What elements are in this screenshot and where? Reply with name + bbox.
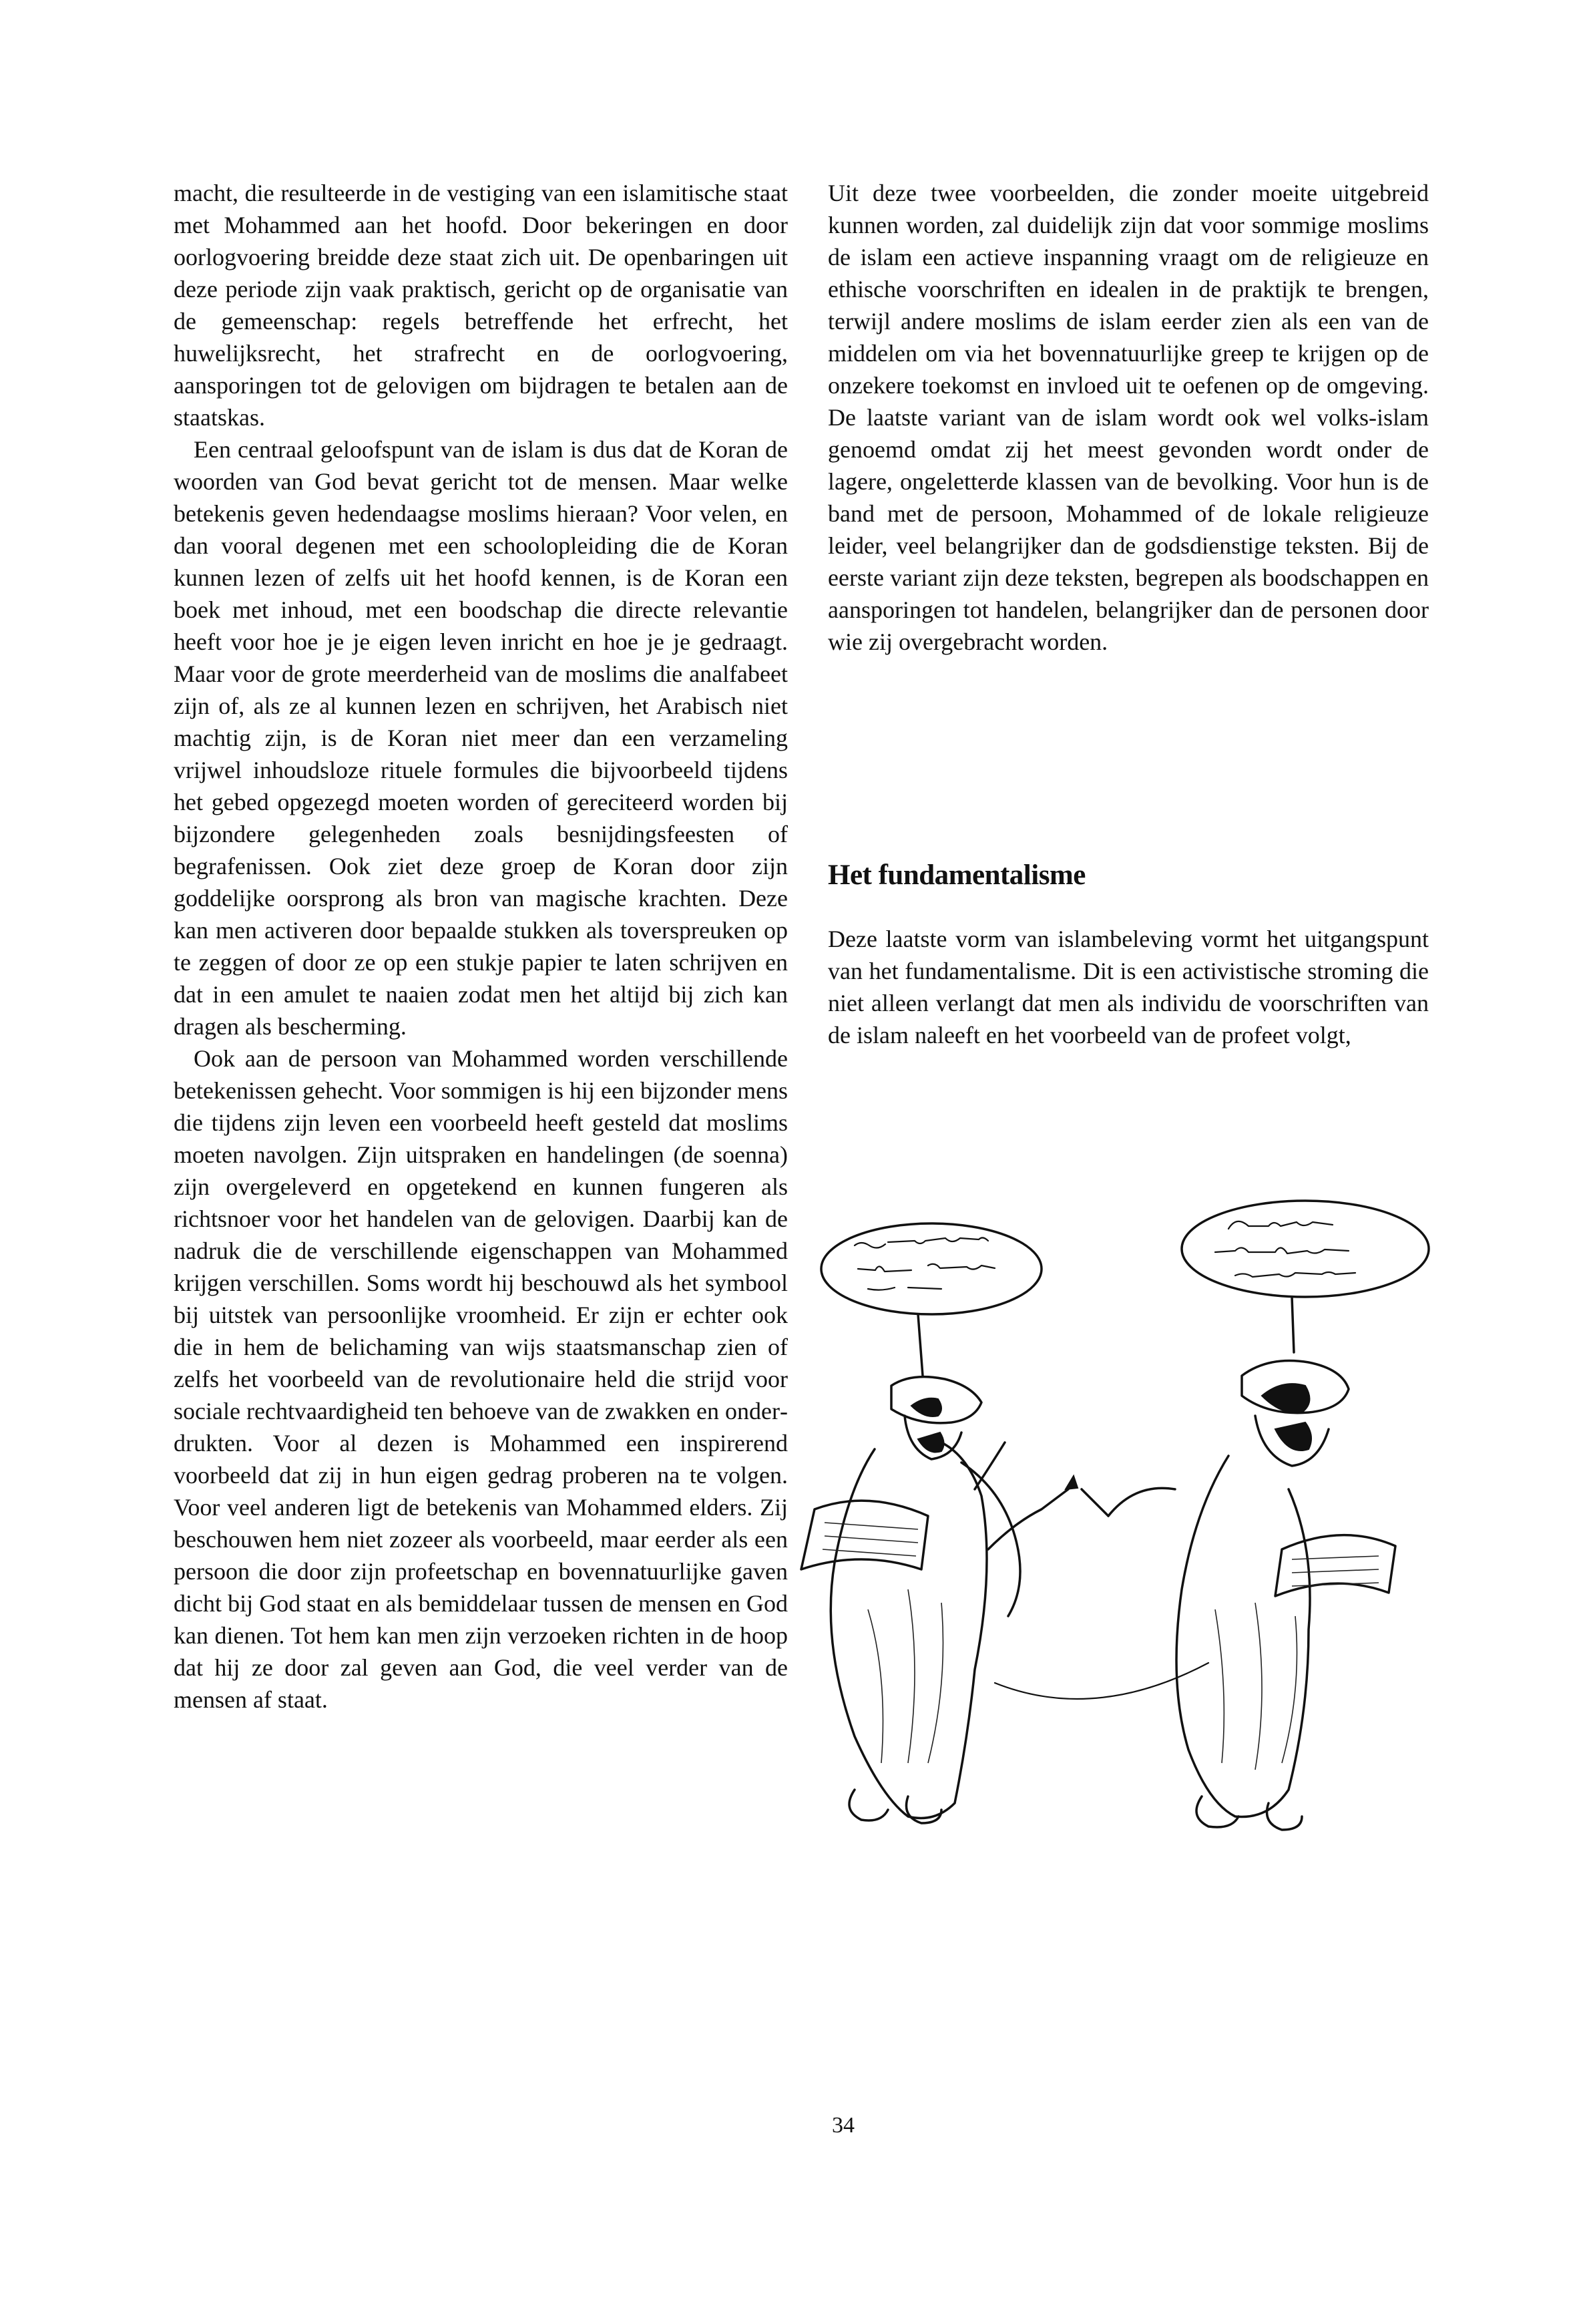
paragraph: macht, die resulteerde in de vestiging van een islamitische staat met Mohammed aan het hoofd. Door bekeringen en door oorlogvoering breidde deze staat zich uit. De openbaringen uit deze periode zijn vaak praktisch, gericht op de organisatie van de gemeenschap: regels betreffende het erfrecht, het huwelijksrecht, het strafrecht en de oorlogvoering, aansporingen tot de gelovigen om bijdragen te betalen aan de staatskas. — [174, 180, 788, 431]
speech-bubble-left — [821, 1223, 1042, 1376]
cartoon-illustration — [774, 1175, 1496, 1897]
paragraph: Deze laatste vorm van islambeleving vormt het uitgangspunt van het fundamentalisme. Dit is een activistische stroming die niet alleen verlangt dat men als individu de voorschriften van de islam naleeft en het voorbeeld van de profeet volgt, — [828, 926, 1429, 1048]
section-heading: Het fundamentalisme — [828, 859, 1086, 891]
right-text-column-top — [828, 177, 1429, 658]
speech-bubble-right — [1182, 1201, 1429, 1352]
paragraph: Uit deze twee voorbeelden, die zonder moeite uitgebreid kunnen worden, zal duidelijk zijn dat voor sommige moslims de islam een actieve inspanning vraagt om de religieuze en ethische voorschriften en idealen in de praktijk te brengen, terwijl andere moslims de islam eerder zien als een van de middelen om via het bovennatuurlijke greep te krijgen op de onzekere toekomst en invloed uit te oefenen op de omgeving. De laatste variant van de islam wordt ook wel volks-islam genoemd omdat zij het meest gevonden wordt onder de lagere, ongeletterde klassen van de bevolking. Voor hun is de band met de persoon, Mohammed of de lokale religieuze leider, veel belangrijker dan de godsdienstige teksten. Bij de eerste variant zijn deze teksten, begrepen als boodschappen en aansporingen tot handelen, belangrijker dan de personen door wie zij overgebracht worden. — [828, 180, 1429, 655]
right-text-column-bottom — [828, 923, 1429, 1051]
page-number: 34 — [832, 2113, 855, 2138]
figure-left — [801, 1377, 1078, 1823]
figure-right — [1082, 1361, 1395, 1830]
paragraph: Een centraal geloofspunt van de islam is dus dat de Koran de woorden van God bevat gericht tot de mensen. Maar welke betekenis geven hedendaagse moslims hieraan? Voor velen, en dan vooral degenen met een schoolopleiding die de Koran kunnen lezen of zelfs uit het hoofd kennen, is de Koran een boek met inhoud, met een boodschap die directe relevantie heeft voor hoe je je eigen leven inricht en hoe je je gedraagt. Maar voor de grote meerderheid van de moslims die analfabeet zijn of, als ze al kunnen lezen en schrijven, het Arabisch niet machtig zijn, is de Koran niet meer dan een verzameling vrijwel inhoudsloze rituele formules die bijvoorbeeld tijdens het gebed opgezegd moeten worden of gereciteerd worden bij bijzondere gelegenheden zoals besnijdingsfeesten of begrafenissen. Ook ziet deze groep de Koran door zijn goddelijke oorsprong als bron van magische krachten. Deze kan men activeren door bepaalde stukken als toverspreuken op te zeggen of door ze op een stukje papier te laten schrijven en dat in een amulet te naaien zodat men het altijd bij zich kan dragen als bescherming. — [174, 436, 788, 1040]
left-text-column — [174, 177, 788, 1716]
cartoon-two-readers-icon — [774, 1175, 1496, 1897]
paragraph: Ook aan de persoon van Mohammed worden verschillende betekenissen gehecht. Voor sommigen is hij een bijzonder mens die tijdens zijn leven een voorbeeld heeft gesteld dat moslims moeten navolgen. Zijn uitspraken en handelingen (de soenna) zijn overgeleverd en opgetekend en kunnen fungeren als richtsnoer voor het handelen van de gelovigen. Daarbij kan de nadruk die de verschillende eigenschappen van Mohammed krijgen verschillen. Soms wordt hij beschouwd als het symbool bij uitstek van persoonlijke vroomheid. Er zijn er echter ook die in hem de belichaming van wijs staatsmanschap zien of zelfs het voorbeeld van de revolutionaire held die strijd voor sociale rechtvaardigheid ten behoeve van de zwakken en onderdrukten. Voor al dezen is Mohammed een inspirerend voorbeeld dat zij in hun eigen gedrag proberen na te volgen. Voor veel anderen ligt de betekenis van Mohammed elders. Zij beschouwen hem niet zozeer als voorbeeld, maar eerder als een persoon die door zijn profeetschap en bovennatuurlijke gaven dicht bij God staat en als bemiddelaar tussen de mensen en God kan dienen. Tot hem kan men zijn verzoeken richten in de hoop dat hij ze door zal geven aan God, die veel verder van de mensen af staat. — [174, 1045, 788, 1713]
